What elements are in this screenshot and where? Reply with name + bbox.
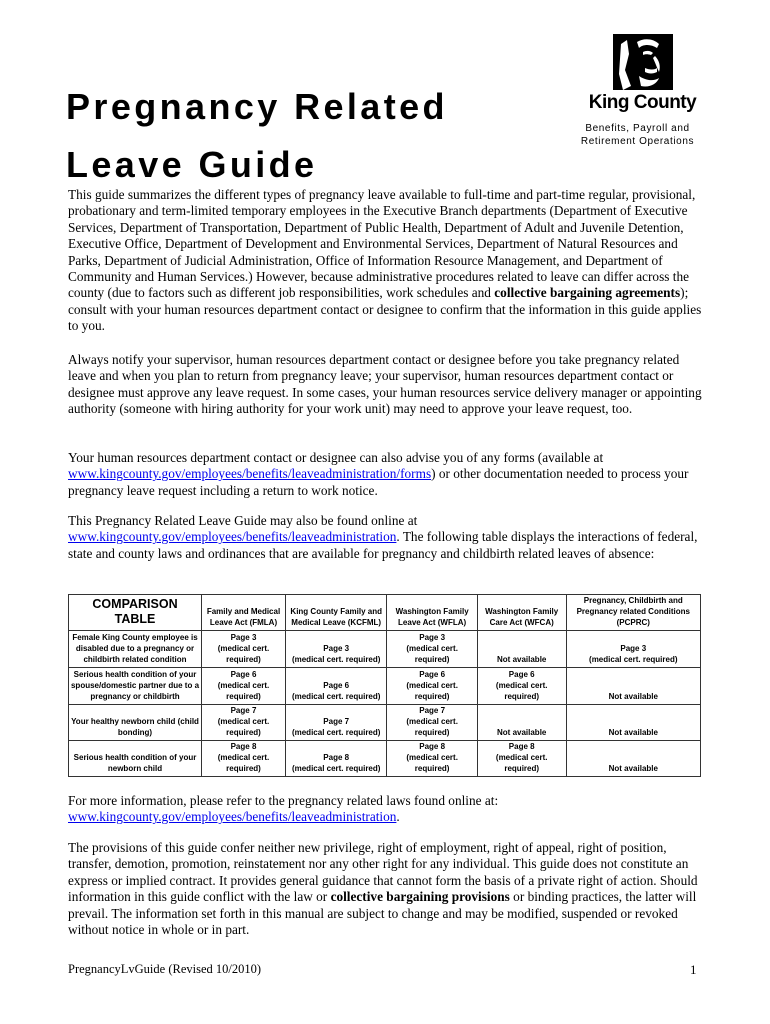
logo-subtitle — [565, 122, 710, 148]
table-cell — [202, 631, 286, 668]
cell-note: Not available — [608, 692, 658, 701]
laws-link[interactable]: www.kingcounty.gov/employees/benefits/leaveadministration — [68, 809, 397, 825]
forms-link[interactable]: www.kingcounty.gov/employees/benefits/leaveadministration/forms — [68, 466, 432, 482]
row-label: Female King County employee is disabled due to a pregnancy or childbirth related condition — [69, 631, 202, 668]
table-cell — [202, 741, 286, 777]
table-cell — [285, 631, 386, 668]
text-run: . The following table displays the interactions of federal, state and county laws and ordinances that are available for pregnancy and childbirth related leaves of absence: — [68, 529, 698, 561]
text-run: ) or other documentation needed to process your pregnancy leave request including a return to work notice. — [68, 466, 689, 498]
cell-page: Page 6 — [419, 670, 446, 679]
cell-note: (medical cert. required) — [291, 655, 381, 664]
cell-page: Page 3 — [230, 633, 257, 642]
leave-administration-link[interactable]: www.kingcounty.gov/employees/benefits/leaveadministration — [68, 529, 397, 545]
table-header-row — [69, 595, 701, 631]
table-cell — [566, 631, 700, 668]
logo-name: King County — [588, 92, 697, 113]
table-cell — [477, 741, 566, 777]
comparison-table-label — [69, 595, 202, 631]
cell-page: Page 6 — [323, 681, 350, 690]
bold-term-collective-bargaining-provisions: collective bargaining provisions — [330, 889, 510, 905]
title-line-1: Pregnancy Related — [66, 86, 448, 127]
cell-page: Page 3 — [620, 644, 647, 653]
more-info-paragraph — [68, 793, 708, 826]
cell-page: Page 8 — [508, 742, 535, 751]
cell-note: (medical cert. required) — [217, 753, 270, 773]
table-cell — [202, 668, 286, 705]
table-cell — [202, 705, 286, 741]
cell-page: Page 8 — [230, 742, 257, 751]
intro-paragraph-online — [68, 513, 708, 562]
column-header-fmla: Family and Medical Leave Act (FMLA) — [202, 595, 286, 631]
intro-paragraph-scope — [68, 187, 708, 335]
table-cell — [387, 631, 477, 668]
king-county-portrait-icon — [613, 34, 673, 90]
text-run: For more information, please refer to the pregnancy related laws found online at: — [68, 793, 499, 808]
intro-paragraph-forms — [68, 450, 708, 499]
table-cell — [566, 741, 700, 777]
comparison-table — [68, 594, 701, 777]
cell-note: Not available — [608, 764, 658, 773]
cell-note: (medical cert. required) — [406, 717, 458, 737]
table-cell — [477, 631, 566, 668]
cell-page: Page 8 — [419, 742, 446, 751]
table-row — [69, 705, 701, 741]
cell-page: Page 6 — [508, 670, 535, 679]
cell-note: (medical cert. required) — [406, 753, 458, 773]
title-line-2: Leave Guide — [66, 144, 318, 185]
cell-page: Page 3 — [419, 633, 446, 642]
logo-subtitle-line-1: Benefits, Payroll and — [585, 123, 690, 134]
table-cell — [566, 705, 700, 741]
cell-note: (medical cert. required) — [217, 681, 270, 701]
disclaimer-paragraph — [68, 840, 708, 938]
table-cell — [387, 741, 477, 777]
text-run: The provisions of this guide confer neither new privilege, right of employment, right of appeal, right of position, transfer, demotion, promotion, reinstatement nor any other right for any individual. This guide does not constitute an express or implied contract. It provides general guidance that cannot form the basis of a private right of action. Should information in this guide conflict with the law or — [68, 840, 698, 905]
text-run: This Pregnancy Related Leave Guide may also be found online at — [68, 513, 418, 528]
cell-note: (medical cert. required) — [291, 764, 381, 773]
row-label: Serious health condition of your spouse/domestic partner due to a pregnancy or childbirth — [69, 668, 202, 705]
table-cell — [566, 668, 700, 705]
intro-paragraph-notify: Always notify your supervisor, human resources department contact or designee before you take pregnancy related leave and when you plan to return from pregnancy leave; your supervisor, human resources department contact or designee must approve any leave request. In some cases, your human resources service delivery manager or appointing authority (someone with hiring authority for your work unit) may need to approve your leave request, too. — [68, 352, 702, 417]
table-cell — [477, 705, 566, 741]
cell-page: Page 8 — [323, 753, 350, 762]
column-header-pcprc: Pregnancy, Childbirth and Pregnancy related Conditions (PCPRC) — [566, 595, 700, 631]
footer-doc-id: PregnancyLvGuide (Revised 10/2010) — [68, 962, 262, 976]
column-header-kcfml: King County Family and Medical Leave (KCFML) — [285, 595, 386, 631]
page-title — [66, 78, 448, 194]
cell-note: (medical cert. required) — [291, 728, 381, 737]
cell-note: (medical cert. required) — [495, 753, 548, 773]
cell-note: (medical cert. required) — [495, 681, 548, 701]
column-header-wfla: Washington Family Leave Act (WFLA) — [387, 595, 477, 631]
text-run: This guide summarizes the different types of pregnancy leave available to full-time and part-time regular, provisional, probationary and term-limited temporary employees in the Executive Branch departments (Department of Executive Services, Department of Transportation, Department of Public Health, Department of Adult and Juvenile Detention, Executive Office, Department of Development and Environmental Services, Department of Natural Resources and Parks, Department of Judicial Administration, Office of Information Resource Management, and Department of Community and Human Services.) However, because administrative procedures related to leave can differ across the county (due to factors such as different job responsibilities, work schedules and — [68, 187, 696, 301]
table-row — [69, 668, 701, 705]
table-cell — [387, 705, 477, 741]
cell-page: Page 3 — [323, 644, 350, 653]
table-cell — [285, 741, 386, 777]
cell-note: Not available — [497, 728, 547, 737]
table-cell — [387, 668, 477, 705]
cell-note: (medical cert. required) — [589, 655, 678, 664]
page-number: 1 — [690, 962, 697, 977]
cell-note: (medical cert. required) — [217, 644, 270, 664]
table-cell — [477, 668, 566, 705]
table-row — [69, 741, 701, 777]
text-run: . — [396, 809, 400, 825]
row-label: Your healthy newborn child (child bonding) — [69, 705, 202, 741]
logo-subtitle-line-2: Retirement Operations — [580, 136, 695, 147]
table-cell — [285, 705, 386, 741]
cell-note: (medical cert. required) — [406, 644, 458, 664]
table-cell — [285, 668, 386, 705]
cell-note: Not available — [497, 655, 547, 664]
cell-note: (medical cert. required) — [217, 717, 270, 737]
corner-line-1: COMPARISON — [92, 596, 178, 611]
cell-note: (medical cert. required) — [291, 692, 381, 701]
cell-note: (medical cert. required) — [406, 681, 458, 701]
text-run: or binding practices, the latter will prevail. The information set forth in this manual are subject to change and may be modified, suspended or revoked without notice in whole or in part. — [68, 889, 697, 938]
cell-note: Not available — [608, 728, 658, 737]
table-row — [69, 631, 701, 668]
cell-page: Page 7 — [230, 706, 257, 715]
text-run: ); consult with your human resources department contact or designee to confirm that the information in this guide applies to you. — [68, 285, 702, 334]
cell-page: Page 7 — [419, 706, 446, 715]
text-run: Your human resources department contact or designee can also advise you of any forms (available at — [68, 450, 604, 465]
bold-term-collective-bargaining-agreements: collective bargaining agreements — [494, 285, 681, 301]
column-header-wfca: Washington Family Care Act (WFCA) — [477, 595, 566, 631]
row-label: Serious health condition of your newborn child — [69, 741, 202, 777]
cell-page: Page 6 — [230, 670, 257, 679]
cell-page: Page 7 — [323, 717, 350, 726]
corner-line-2: TABLE — [114, 611, 156, 626]
